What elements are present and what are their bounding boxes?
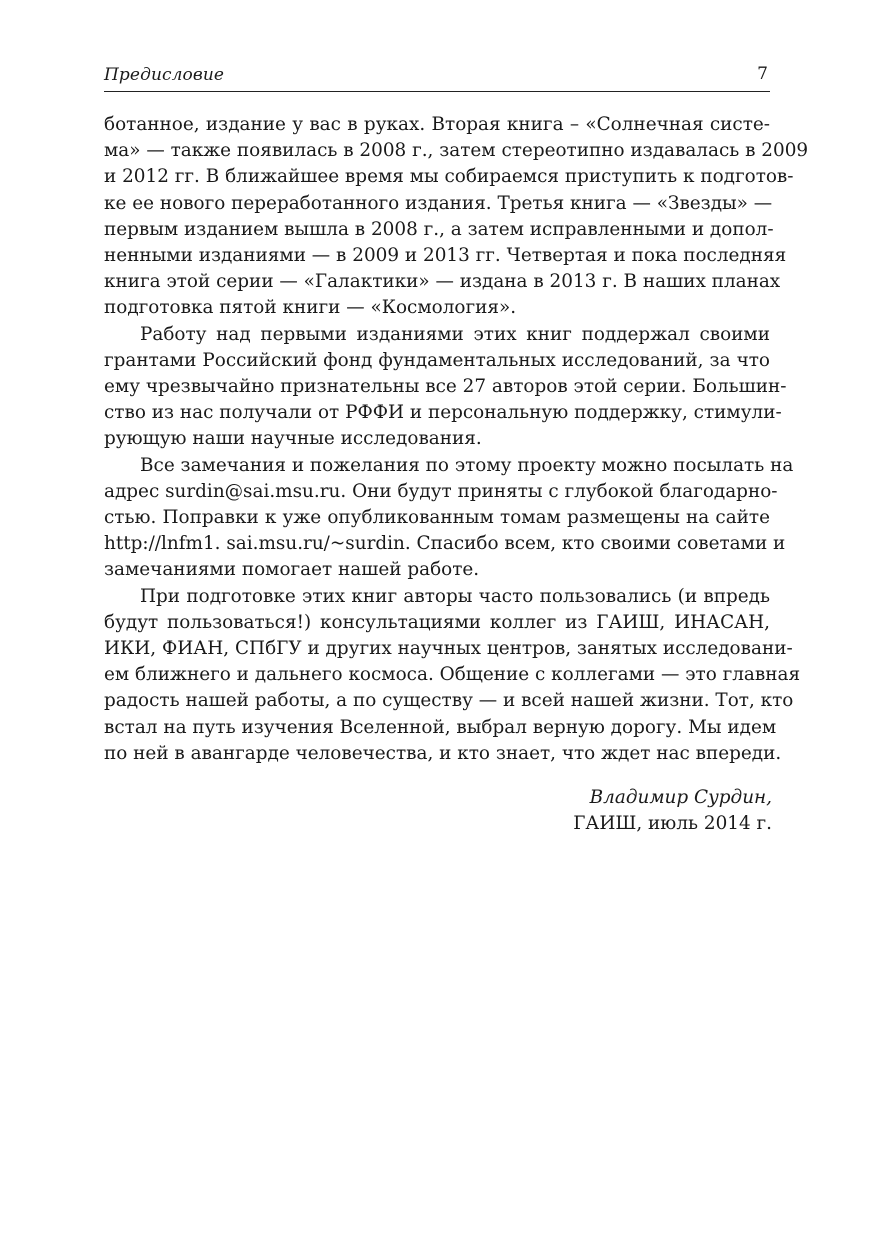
paragraph-grants xyxy=(104,322,787,453)
text-line: грантами Российский фонд фундаментальных исследований, за что xyxy=(104,349,770,371)
paragraph-feedback xyxy=(104,453,794,584)
text-line: ему чрезвычайно признательны все 27 авторов этой серии. Большин- xyxy=(104,376,787,398)
text-line: ке ее нового переработанного издания. Третья книга — «Звезды» — xyxy=(104,192,773,214)
text-line: стью. Поправки к уже опубликованным томам размещены на сайте xyxy=(104,507,770,529)
paragraph-continuation xyxy=(104,112,809,322)
text-line: радость нашей работы, а по существу — и всей нашей жизни. Тот, кто xyxy=(104,690,794,712)
place-date: ГАИШ, июль 2014 г. xyxy=(573,813,772,835)
text-line: замечаниями помогает нашей работе. xyxy=(104,559,480,581)
paragraph-consultations xyxy=(104,584,801,767)
text-line: Все замечания и пожелания по этому проекту можно посылать на xyxy=(140,454,794,476)
text-line: ем ближнего и дальнего космоса. Общение с коллегами — это главная xyxy=(104,664,801,686)
text-line: При подготовке этих книг авторы часто пользовались (и впредь xyxy=(140,585,770,607)
section-title: Предисловие xyxy=(104,65,225,85)
text-line: Работу над первыми изданиями этих книг поддержал своими xyxy=(140,323,770,345)
author-name: Владимир Сурдин, xyxy=(589,787,772,808)
page-number: 7 xyxy=(757,64,768,84)
running-header xyxy=(104,63,770,92)
text-line: рующую наши научные исследования. xyxy=(104,428,482,450)
text-line: книга этой серии — «Галактики» — издана в 2013 г. В наших планах xyxy=(104,271,781,293)
text-line: ма» — также появилась в 2008 г., затем стереотипно издавалась в 2009 xyxy=(104,140,809,162)
text-line: адрес surdin@sai.msu.ru. Они будут приняты с глубокой благодарно- xyxy=(104,480,778,502)
text-line: по ней в авангарде человечества, и кто знает, что ждет нас впереди. xyxy=(104,742,782,764)
text-line: первым изданием вышла в 2008 г., а затем исправленными и допол- xyxy=(104,218,774,240)
text-line: ство из нас получали от РФФИ и персональную поддержку, стимули- xyxy=(104,402,782,424)
signature-block xyxy=(573,785,772,837)
text-line: ненными изданиями — в 2009 и 2013 гг. Четвертая и пока последняя xyxy=(104,245,787,267)
text-line: ботанное, издание у вас в руках. Вторая книга – «Солнечная систе- xyxy=(104,114,770,135)
text-line: встал на путь изучения Вселенной, выбрал верную дорогу. Мы идем xyxy=(104,716,777,738)
text-line: будут пользоваться!) консультациями коллег из ГАИШ, ИНАСАН, xyxy=(104,611,770,633)
text-line: ИКИ, ФИАН, СПбГУ и других научных центров, занятых исследовани- xyxy=(104,638,793,660)
body-text xyxy=(104,112,809,767)
text-line: http://lnfm1. sai.msu.ru/~surdin. Спасибо всем, кто своими советами и xyxy=(104,533,786,555)
text-line: подготовка пятой книги — «Космология». xyxy=(104,297,517,319)
text-line: и 2012 гг. В ближайшее время мы собираемся приступить к подготов- xyxy=(104,166,794,188)
